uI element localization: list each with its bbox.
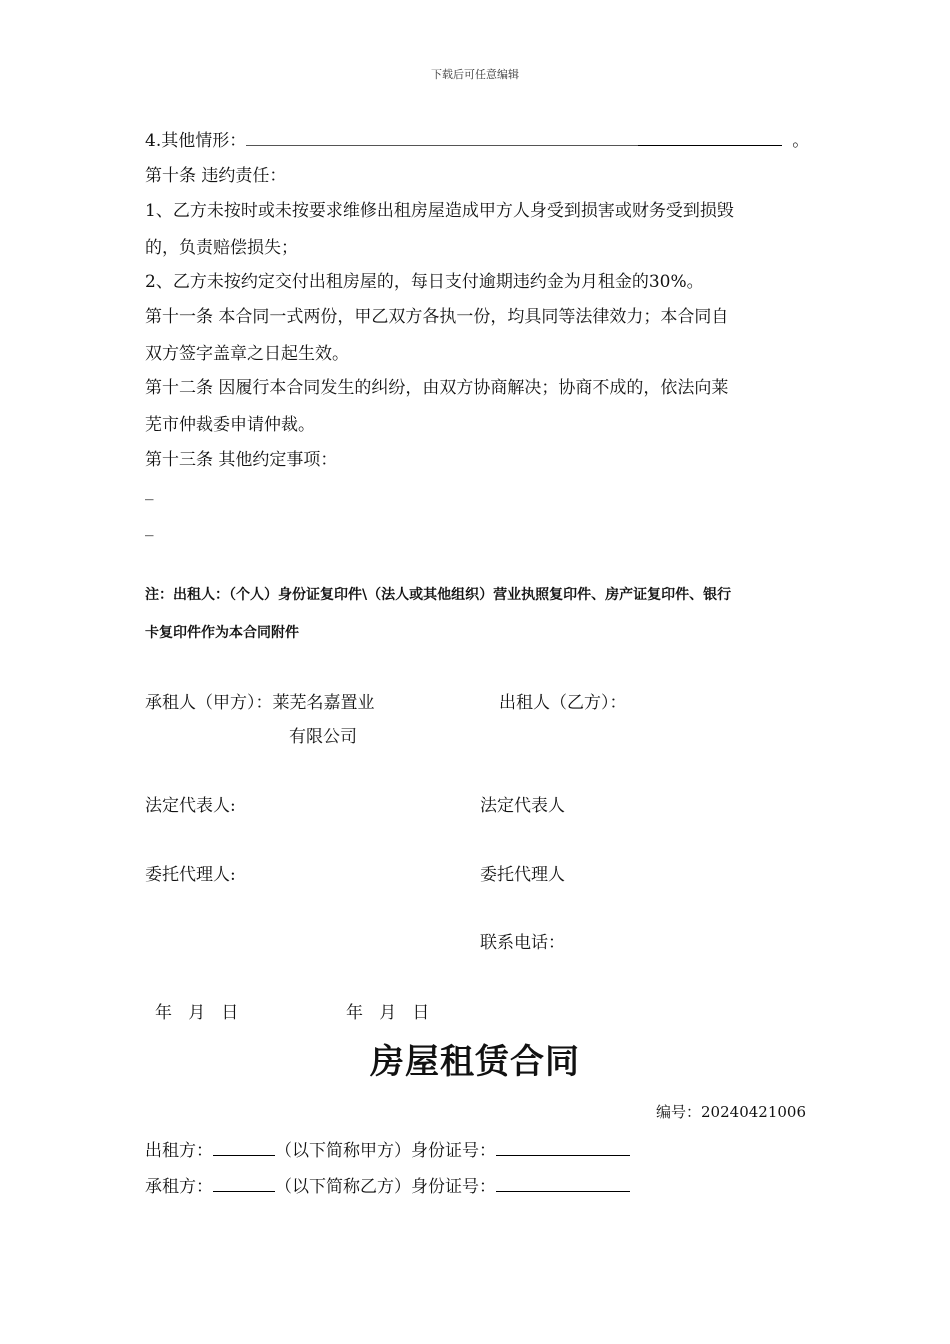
lessee-line: [145, 1172, 630, 1197]
article-10-title: 第十条 违约责任：: [145, 166, 287, 186]
article-10-item-1-cont: 的，负责赔偿损失；: [145, 238, 298, 258]
lessor-line: [145, 1136, 630, 1161]
article-11-cont: 双方签字盖章之日起生效。: [145, 344, 349, 364]
agent-right: 委托代理人: [480, 865, 565, 885]
lessee-party-label: 承租人（甲方）：莱芜名嘉置业: [145, 693, 375, 713]
blank-underline: [246, 131, 638, 146]
article-10-item-1: 1、乙方未按时或未按要求维修出租房屋造成甲方人身受到损害或财务受到损毁: [145, 201, 734, 221]
lessor-mid-text: （以下简称甲方）身份证号：: [275, 1141, 496, 1161]
attachment-note: 注：出租人：（个人）身份证复印件\（法人或其他组织）营业执照复印件、房产证复印件、银行: [145, 587, 732, 603]
other-situation-end: 。: [792, 131, 810, 151]
lessee-id-blank[interactable]: [496, 1177, 630, 1192]
other-situation-label: 4.其他情形：: [145, 131, 247, 151]
lessee-party-label-cont: 有限公司: [289, 727, 357, 747]
attachment-note-cont: 卡复印件作为本合同附件: [145, 625, 299, 641]
article-10-item-2: 2、乙方未按约定交付出租房屋的，每日支付逾期违约金为月租金的30%。: [145, 272, 704, 292]
lessor-label: 出租方：: [145, 1141, 213, 1161]
lessor-party-label: 出租人（乙方）：: [499, 693, 627, 713]
article-12-cont: 芜市仲裁委申请仲裁。: [145, 415, 315, 435]
lessee-mid-text: （以下简称乙方）身份证号：: [275, 1177, 496, 1197]
lessee-name-blank[interactable]: [213, 1177, 275, 1192]
agent-left: 委托代理人:: [145, 865, 236, 885]
date-right: 年 月 日: [346, 1003, 430, 1023]
blank-line: _: [145, 517, 154, 537]
clause-other-situation: [145, 126, 809, 151]
contract-title: 房屋租赁合同: [370, 1042, 580, 1082]
lessor-id-blank[interactable]: [496, 1141, 630, 1156]
lessor-name-blank[interactable]: [213, 1141, 275, 1156]
article-11: 第十一条 本合同一式两份，甲乙双方各执一份，均具同等法律效力；本合同自: [145, 307, 729, 327]
legal-rep-left: 法定代表人:: [145, 796, 236, 816]
blank-underline: [638, 131, 782, 146]
legal-rep-right: 法定代表人: [480, 796, 565, 816]
contract-number: 编号：20240421006: [656, 1103, 806, 1121]
page-header: 下载后可任意编辑: [431, 68, 519, 81]
date-left: 年 月 日: [155, 1003, 239, 1023]
article-12: 第十二条 因履行本合同发生的纠纷，由双方协商解决；协商不成的，依法向莱: [145, 378, 729, 398]
contact-phone-label: 联系电话：: [480, 933, 565, 953]
article-13: 第十三条 其他约定事项：: [145, 450, 338, 470]
blank-line: _: [145, 481, 154, 501]
lessee-label: 承租方：: [145, 1177, 213, 1197]
